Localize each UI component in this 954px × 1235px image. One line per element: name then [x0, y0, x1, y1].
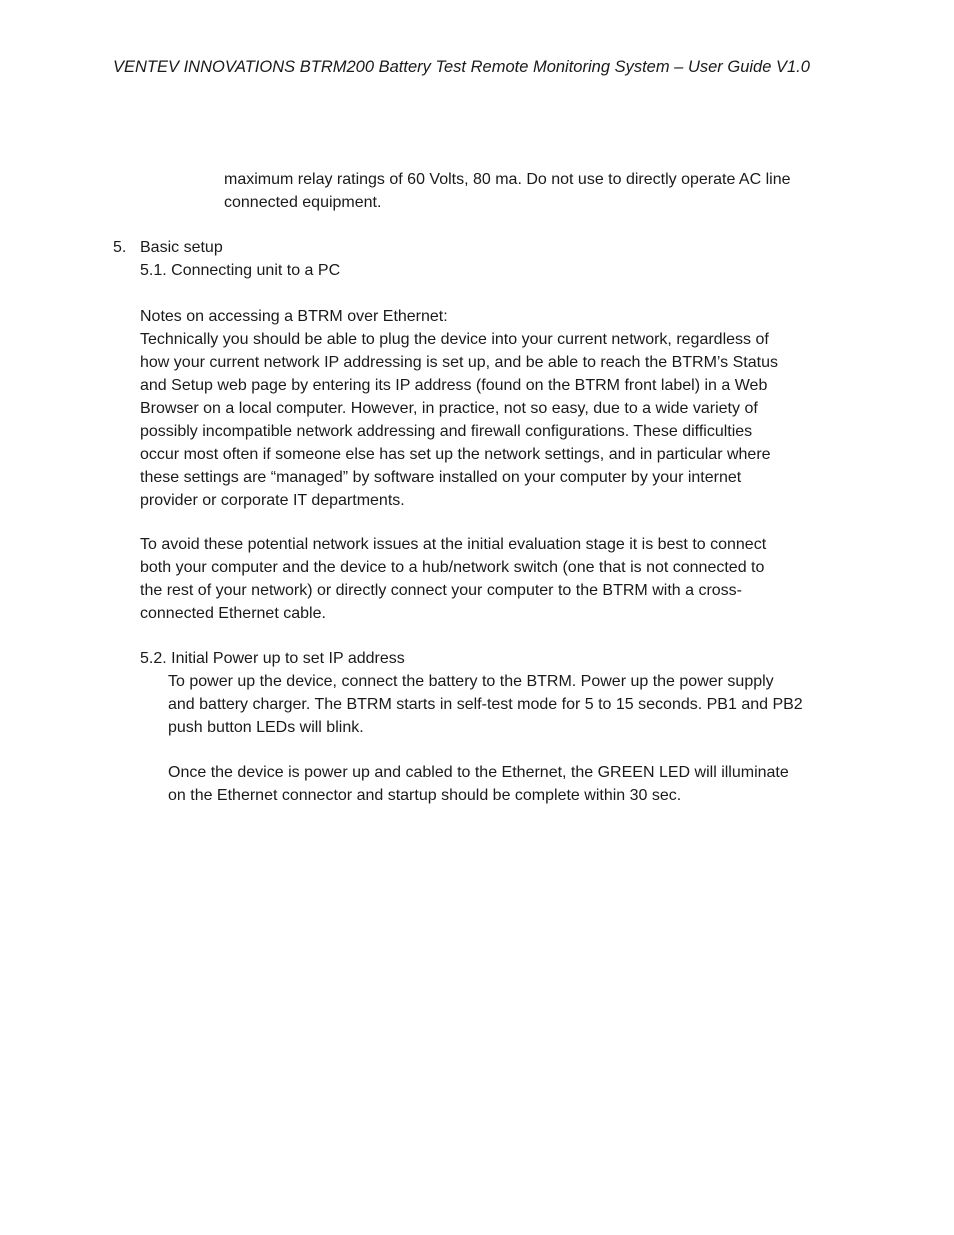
paragraph-line: occur most often if someone else has set up the network settings, and in particular where	[140, 446, 771, 463]
power-up-paragraph	[168, 670, 844, 739]
paragraph-line: the rest of your network) or directly connect your computer to the BTRM with a cross-	[140, 582, 742, 599]
section-title: Basic setup	[140, 239, 223, 256]
paragraph-line: and battery charger. The BTRM starts in self-test mode for 5 to 15 seconds. PB1 and PB2	[168, 696, 803, 713]
section-number: 5.	[113, 239, 127, 256]
paragraph-line: Once the device is power up and cabled to the Ethernet, the GREEN LED will illuminate	[168, 764, 789, 781]
paragraph-line: these settings are “managed” by software installed on your computer by your internet	[140, 469, 742, 486]
network-notes-paragraph	[140, 328, 830, 512]
paragraph-line: provider or corporate IT departments.	[140, 492, 405, 509]
paragraph-line: Browser on a local computer. However, in practice, not so easy, due to a wide variety of	[140, 400, 758, 417]
subsection-title-5-2: 5.2. Initial Power up to set IP address	[140, 650, 405, 667]
running-header: VENTEV INNOVATIONS BTRM200 Battery Test Remote Monitoring System – User Guide V1.0	[113, 58, 810, 76]
continued-line-2: connected equipment.	[224, 194, 382, 211]
ethernet-led-paragraph	[168, 761, 836, 807]
paragraph-line: both your computer and the device to a hub/network switch (one that is not connected to	[140, 559, 765, 576]
paragraph-line: push button LEDs will blink.	[168, 719, 364, 736]
continued-line-1: maximum relay ratings of 60 Volts, 80 ma. Do not use to directly operate AC line	[224, 171, 791, 188]
paragraph-line: how your current network IP addressing is set up, and be able to reach the BTRM’s Status	[140, 354, 778, 371]
paragraph-line: and Setup web page by entering its IP address (found on the BTRM front label) in a Web	[140, 377, 768, 394]
notes-heading: Notes on accessing a BTRM over Ethernet:	[140, 308, 448, 325]
paragraph-line: possibly incompatible network addressing and firewall configurations. These difficulties	[140, 423, 753, 440]
paragraph-line: on the Ethernet connector and startup should be complete within 30 sec.	[168, 787, 682, 804]
subsection-title-5-1: 5.1. Connecting unit to a PC	[140, 262, 341, 279]
paragraph-line: To power up the device, connect the battery to the BTRM. Power up the power supply	[168, 673, 774, 690]
paragraph-line: To avoid these potential network issues at the initial evaluation stage it is best to connect	[140, 536, 767, 553]
paragraph-line: connected Ethernet cable.	[140, 605, 326, 622]
avoid-issues-paragraph	[140, 533, 834, 625]
continued-paragraph	[224, 168, 842, 214]
paragraph-line: Technically you should be able to plug the device into your current network, regardless of	[140, 331, 769, 348]
